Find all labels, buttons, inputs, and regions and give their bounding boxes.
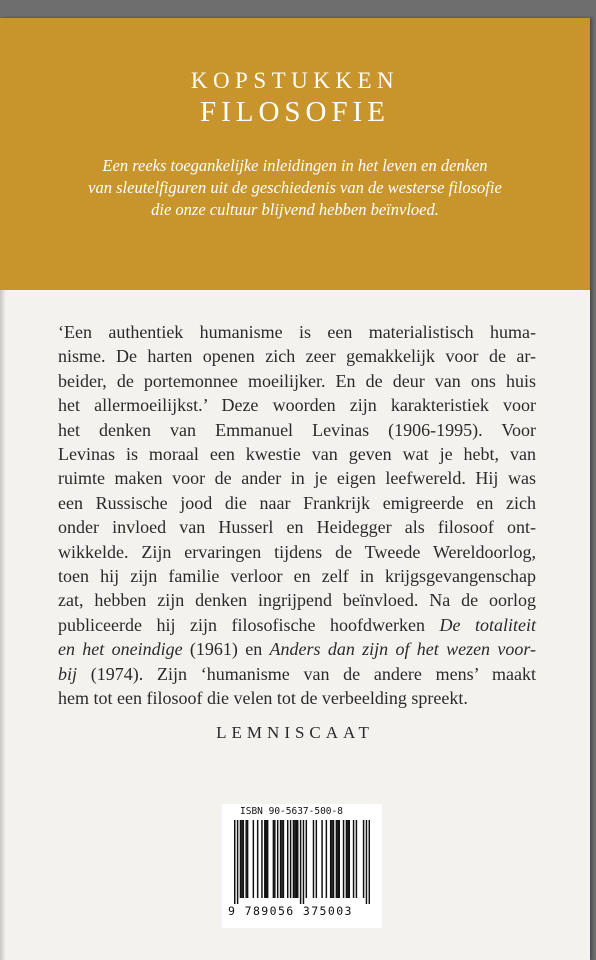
barcode-bar — [333, 820, 334, 898]
barcode-bar — [237, 820, 238, 904]
blurb-line — [58, 442, 536, 466]
blurb-run: wikkelde. Zijn ervaringen tijdens de Tweede Wereldoorlog, — [58, 541, 536, 562]
blurb-run: ruimte maken voor de ander in je eigen leefwereld. Hij was — [58, 468, 536, 489]
barcode-bar — [316, 820, 317, 898]
barcode-bar — [343, 820, 344, 898]
blurb-line — [58, 686, 536, 710]
barcode-bar — [294, 820, 295, 898]
blurb-line — [58, 418, 536, 442]
barcode-bar — [300, 820, 301, 904]
tagline-line: Een reeks toegankelijke inleidingen in het leven en denken — [102, 156, 488, 175]
barcode-bar — [303, 820, 304, 904]
ean-number: 9 789056 375003 — [228, 904, 353, 918]
blurb-run: publiceerde hij zijn filosofische hoofdwerken — [58, 614, 440, 635]
blurb-line — [58, 393, 536, 417]
barcode-bar — [281, 820, 282, 898]
barcode-bar — [287, 820, 288, 898]
blurb-line — [58, 613, 536, 637]
barcode-bar — [257, 820, 258, 898]
barcode-bar — [274, 820, 275, 898]
blurb-line — [58, 662, 536, 686]
barcode-bar — [356, 820, 357, 898]
blurb-line — [58, 369, 536, 393]
barcode-bar — [265, 820, 266, 898]
barcode-bar — [353, 820, 354, 898]
blurb-line — [58, 540, 536, 564]
barcode-bar — [264, 820, 265, 898]
blurb-line — [58, 344, 536, 368]
series-tagline — [0, 155, 590, 221]
barcode-bar — [336, 820, 337, 898]
isbn-label: ISBN 90-5637-500-8 — [240, 806, 343, 817]
blurb-line — [58, 515, 536, 539]
blurb-line — [58, 637, 536, 661]
barcode-bar — [366, 820, 367, 904]
barcode-bar — [283, 820, 284, 898]
barcode-bar — [331, 820, 332, 898]
blurb-run: onder invloed van Husserl en Heidegger als filosoof ont- — [58, 517, 536, 538]
barcode-bar — [347, 820, 348, 898]
barcode-bar — [234, 820, 235, 904]
barcode-bar — [339, 820, 340, 898]
blurb-run: het allermoeilijkst.’ Deze woorden zijn karakteristiek voor — [58, 395, 536, 416]
blurb-line — [58, 588, 536, 612]
series-title-line2: FILOSOFIE — [199, 96, 390, 128]
blurb-title-italic: bij — [58, 663, 78, 684]
blurb-run: (1961) en — [182, 639, 270, 660]
blurb-title-italic: De totaliteit — [439, 614, 536, 635]
blurb-title-italic: en het oneindige — [58, 639, 183, 660]
blurb-line — [58, 320, 536, 344]
barcode — [222, 804, 382, 928]
barcode-bar — [306, 820, 307, 898]
barcode-bar — [313, 820, 314, 898]
barcode-bar — [297, 820, 298, 898]
blurb-text — [58, 320, 536, 711]
blurb-run: toen hij zijn familie verloor en zelf in krijgsgevangenschap — [58, 566, 536, 587]
barcode-bar — [261, 820, 262, 898]
barcode-bar — [241, 820, 242, 898]
blurb-run: ‘Een authentiek humanisme is een materialistisch huma- — [58, 322, 536, 342]
barcode-bar — [245, 820, 246, 898]
barcode-bar — [369, 820, 370, 904]
barcode-bar — [247, 820, 248, 898]
barcode-bar — [346, 820, 347, 898]
series-band — [0, 18, 590, 290]
blurb-line — [58, 491, 536, 515]
barcode-bar — [277, 820, 278, 898]
barcode-bar — [321, 820, 322, 898]
tagline-line: van sleutelfiguren uit de geschiedenis van de westerse filosofie — [88, 178, 502, 197]
blurb-title-italic: Anders dan zijn of het wezen voor- — [269, 639, 536, 660]
publisher-name: LEMNISCAAT — [216, 723, 374, 742]
blurb-run: hem tot een filosoof die velen tot de verbeelding spreekt. — [58, 688, 468, 709]
barcode-bar — [349, 820, 350, 898]
barcode-bar — [273, 820, 274, 898]
blurb-run: Levinas is moraal een kwestie van geven wat je hebt, van — [58, 444, 536, 465]
barcode-bar — [326, 820, 327, 898]
series-title-line1: KOPSTUKKEN — [190, 68, 400, 93]
barcode-bar — [296, 820, 297, 898]
barcode-bar — [267, 820, 268, 898]
tagline-line: die onze cultuur blijvend hebben beïnvloed. — [151, 200, 439, 219]
barcode-bars — [234, 820, 370, 904]
barcode-bar — [337, 820, 338, 898]
blurb-run: beider, de portemonnee moeilijker. En de deur van ons huis — [58, 370, 536, 391]
barcode-bar — [363, 820, 364, 898]
barcode-bar — [290, 820, 291, 898]
barcode-bar — [280, 820, 281, 898]
book-back-cover — [0, 18, 590, 960]
blurb-run: zat, hebben zijn denken ingrijpend beïnvloed. Na de oorlog — [58, 590, 536, 611]
blurb-run: nisme. De harten openen zich zeer gemakkelijk voor de ar- — [58, 346, 536, 367]
blurb-line — [58, 466, 536, 490]
blurb-run: het denken van Emmanuel Levinas (1906-1995). Voor — [58, 419, 536, 440]
barcode-bar — [293, 820, 294, 898]
barcode-bar — [330, 820, 331, 898]
barcode-bar — [240, 820, 241, 898]
blurb-run: (1974). Zijn ‘humanisme van de andere mens’ maakt — [77, 663, 536, 684]
blurb-line — [58, 564, 536, 588]
blurb-run: een Russische jood die naar Frankrijk emigreerde en zich — [58, 492, 536, 513]
barcode-bar — [253, 820, 254, 898]
barcode-bar — [243, 820, 244, 898]
